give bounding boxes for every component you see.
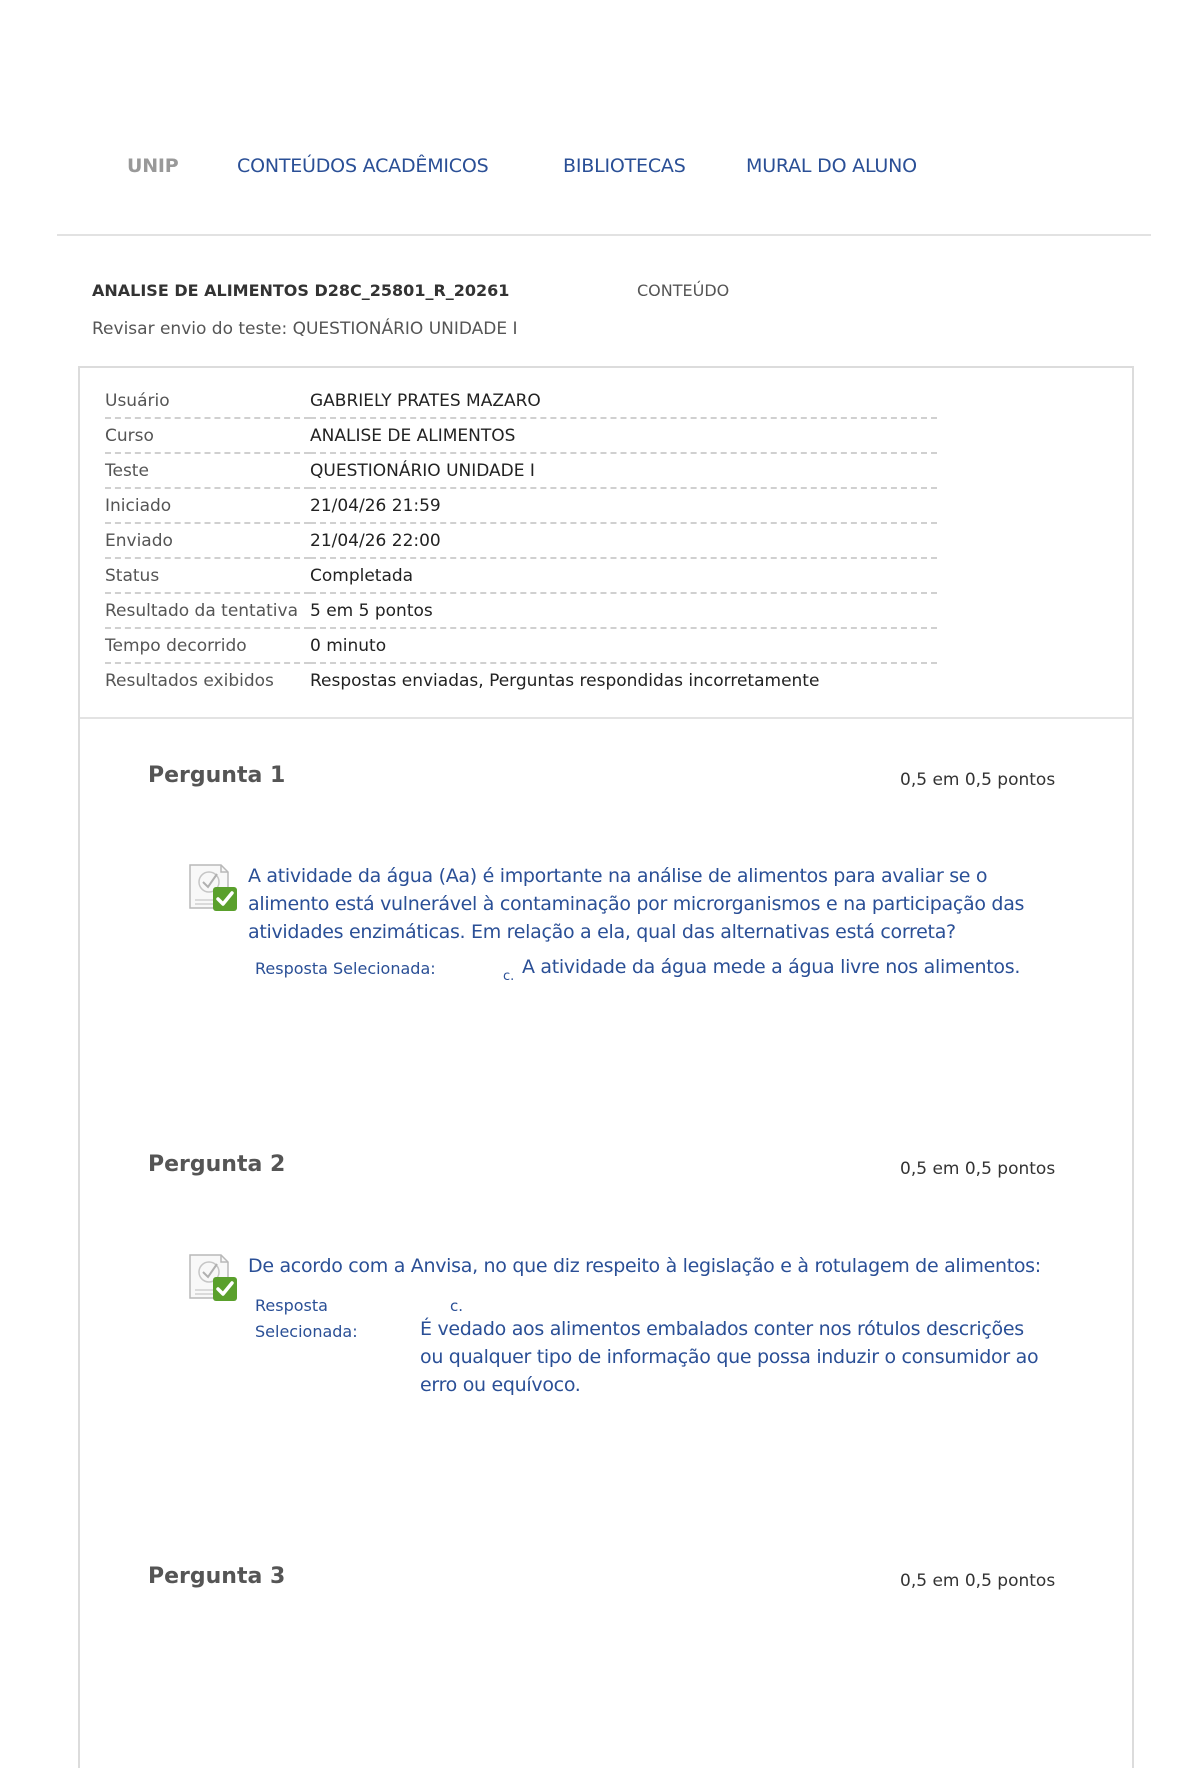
question-1-answer-text: A atividade da água mede a água livre nos alimentos. (522, 956, 1021, 978)
nav-bibliotecas[interactable]: BIBLIOTECAS (563, 155, 686, 177)
info-label: Iniciado (105, 488, 310, 523)
info-label: Tempo decorrido (105, 628, 310, 663)
question-1-score: 0,5 em 0,5 pontos (900, 770, 1056, 790)
question-2-text: De acordo com a Anvisa, no que diz respeito à legislação e à rotulagem de alimentos: (248, 1255, 1041, 1277)
question-1-answer-letter: c. (503, 969, 515, 984)
info-label: Status (105, 558, 310, 593)
info-row (105, 384, 937, 418)
question-2-answer-label-line2: Selecionada: (255, 1322, 358, 1341)
info-label: Enviado (105, 523, 310, 558)
question-1-title: Pergunta 1 (148, 763, 286, 788)
nav-home-unip[interactable]: UNIP (127, 155, 179, 177)
breadcrumb-course[interactable]: ANALISE DE ALIMENTOS D28C_25801_R_20261 (92, 281, 510, 300)
info-row (105, 593, 937, 628)
info-value: ANALISE DE ALIMENTOS (310, 418, 937, 453)
info-value: QUESTIONÁRIO UNIDADE I (310, 453, 937, 488)
question-1-answer-label: Resposta Selecionada: (255, 959, 436, 978)
info-value: 21/04/26 21:59 (310, 488, 937, 523)
attempt-info-table (105, 384, 937, 697)
info-row (105, 418, 937, 453)
question-3-title: Pergunta 3 (148, 1564, 286, 1589)
nav-mural-do-aluno[interactable]: MURAL DO ALUNO (746, 155, 917, 177)
info-row (105, 523, 937, 558)
info-row (105, 558, 937, 593)
info-value: Respostas enviadas, Perguntas respondidas incorretamente (310, 670, 820, 691)
question-2-answer-label-line1: Resposta (255, 1296, 328, 1315)
info-label: Resultado da tentativa (105, 593, 310, 628)
question-2-score: 0,5 em 0,5 pontos (900, 1159, 1056, 1179)
question-2-answer-text: É vedado aos alimentos embalados conter nos rótulos descrições ou qualquer tipo de informação que possa induzir o consumidor ao erro ou equívoco. (420, 1318, 1039, 1396)
correct-answer-icon (187, 863, 237, 911)
info-label: Usuário (105, 384, 310, 418)
page-title: Revisar envio do teste: QUESTIONÁRIO UNIDADE I (92, 319, 518, 339)
info-row (105, 488, 937, 523)
nav-conteudos-academicos[interactable]: CONTEÚDOS ACADÊMICOS (237, 155, 489, 177)
info-row (105, 663, 937, 697)
info-label: Curso (105, 418, 310, 453)
info-label: Teste (105, 453, 310, 488)
correct-answer-icon (187, 1253, 237, 1301)
test-review-panel (78, 366, 1134, 1768)
info-label: Resultados exibidos (105, 670, 274, 691)
attempt-info-box (80, 368, 1132, 719)
breadcrumb-content[interactable]: CONTEÚDO (637, 281, 730, 300)
question-1-text: A atividade da água (Aa) é importante na análise de alimentos para avaliar se o alimento está vulnerável à contaminação por microrganismos e na participação das atividades enzimáticas. Em relação a ela, qual das alternativas está correta? (248, 865, 1025, 943)
info-value: 0 minuto (310, 628, 937, 663)
info-value: 21/04/26 22:00 (310, 523, 937, 558)
question-2-answer-letter: c. (450, 1297, 464, 1315)
question-2-title: Pergunta 2 (148, 1152, 286, 1177)
nav-divider (57, 234, 1151, 236)
info-value: Completada (310, 558, 937, 593)
info-row (105, 628, 937, 663)
info-row (105, 453, 937, 488)
info-value: 5 em 5 pontos (310, 593, 937, 628)
info-value: GABRIELY PRATES MAZARO (310, 384, 937, 418)
question-3-score: 0,5 em 0,5 pontos (900, 1571, 1056, 1591)
